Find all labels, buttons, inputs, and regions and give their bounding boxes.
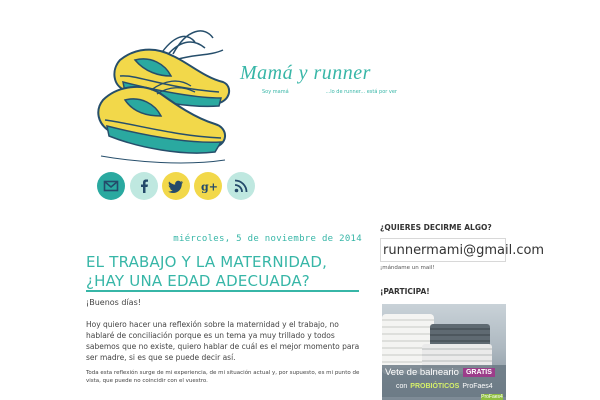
participa-heading: ¡PARTICIPA! [380, 287, 430, 296]
promo-brand-logo: ProFaes4 [481, 394, 503, 400]
facebook-icon[interactable] [130, 172, 158, 200]
contact-heading: ¿QUIERES DECIRME ALGO? [380, 223, 492, 232]
tagline-right: ...lo de runner... está por ver [325, 89, 397, 95]
post-title-divider [86, 290, 359, 292]
promo-brand-text: ProFaes4 [462, 383, 493, 390]
svg-text:g+: g+ [201, 180, 218, 194]
promo-product-text: PROBIÓTICOS [410, 383, 460, 390]
email-image-box[interactable] [380, 238, 545, 262]
post-paragraph: Hoy quiero hacer una reflexión sobre la maternidad y el trabajo, no hablaré de conciliación porque es un tema ya muy trillado y todos sabemos que no existe, quiero hablar de cuál es el mejor momento para ser madre, si es que se puede decir así. [86, 320, 360, 362]
promo-subline [396, 383, 493, 390]
promo-banner[interactable] [382, 304, 506, 400]
blog-tagline [262, 89, 397, 95]
promo-gratis-badge: GRATIS [463, 368, 495, 377]
post-date: miércoles, 5 de noviembre de 2014 [173, 234, 362, 244]
twitter-icon[interactable] [162, 172, 190, 200]
blog-title[interactable]: Mamá y runner [240, 62, 371, 84]
rss-icon[interactable] [227, 172, 255, 200]
tagline-left: Soy mamá [262, 89, 289, 95]
promo-con-text: con [396, 383, 408, 390]
post-greeting: ¡Buenos días! [86, 298, 141, 307]
promo-main-text: Vete de balneario [385, 367, 459, 378]
post-paragraph-small: Toda esta reflexión surge de mi experiencia, de mi situación actual y, por supuesto, es mi punto de vista, que puede no coincidir con el vuestro. [86, 370, 360, 384]
email-address[interactable]: runnermami@gmail.com [383, 242, 545, 258]
post-title[interactable]: EL TRABAJO Y LA MATERNIDAD, ¿HAY UNA EDAD ADECUADA? [86, 253, 328, 290]
email-caption: ¡mándame un mail! [380, 265, 435, 271]
promo-headline [385, 367, 495, 378]
sneakers-logo-illustration [95, 20, 240, 170]
google-plus-icon[interactable] [194, 172, 222, 200]
email-icon[interactable] [97, 172, 125, 200]
